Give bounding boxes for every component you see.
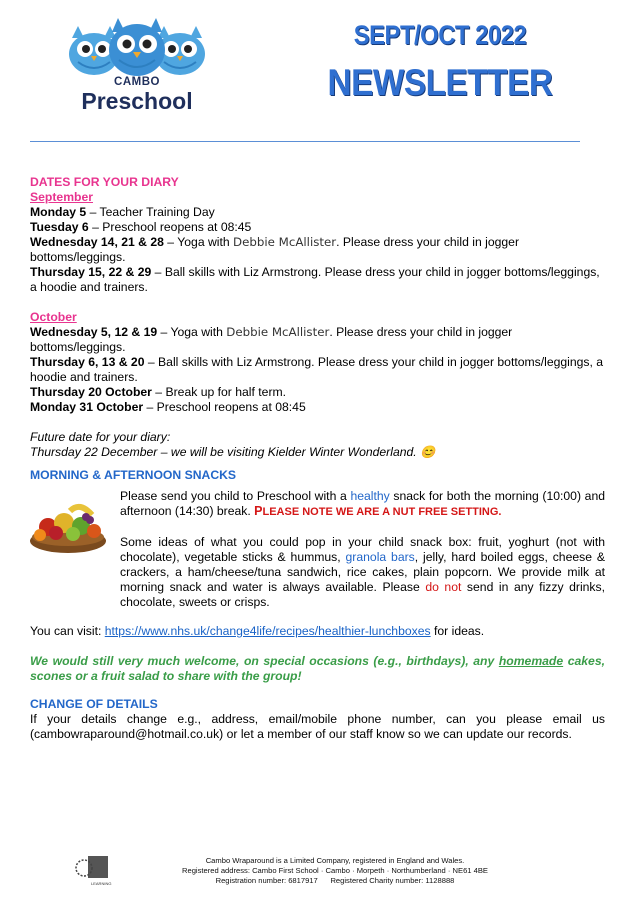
details-heading: CHANGE OF DETAILS	[30, 697, 158, 711]
fruit-basket-image	[26, 493, 110, 555]
future-date-text: Thursday 22 December – we will be visiting Kielder Winter Wonderland. 😊	[30, 445, 436, 459]
diary-item: Tuesday 6 – Preschool reopens at 08:45	[30, 220, 252, 234]
welcome-paragraph: We would still very much welcome, on special occasions (e.g., birthdays), any homemade cakes, scones or a fruit salad to share with the group!	[30, 654, 605, 683]
learning-alliance-icon	[70, 854, 112, 888]
september-label: September	[30, 190, 93, 204]
logo-preschool-text: Preschool	[81, 88, 193, 114]
details-text: If your details change e.g., address, email/mobile phone number, can you please email us (cambowraparound@hotmail.co.uk) or let a member of our staff know so we can update our records.	[30, 712, 605, 741]
diary-item: Thursday 20 October – Break up for half term.	[30, 385, 287, 399]
newsletter-title: NEWSLETTER	[327, 62, 553, 103]
smiley-emoji-icon: 😊	[420, 445, 436, 459]
logo-cambo-text: CAMBO	[114, 76, 160, 88]
details-section	[30, 697, 605, 742]
diary-item: Thursday 15, 22 & 29 – Ball skills with Liz Armstrong. Please dress your child in jogger bottoms/leggings, a hoodie and trainers.	[30, 265, 600, 294]
pre-school-learning-alliance-logo	[70, 854, 112, 888]
diary-item: Wednesday 14, 21 & 28 – Yoga with Debbie McAllister. Please dress your child in jogger bottoms/leggings.	[30, 235, 520, 264]
three-owls-logo-icon	[62, 16, 212, 78]
diary-section	[30, 175, 605, 483]
snacks-heading: MORNING & AFTERNOON SNACKS	[30, 468, 237, 482]
svg-text:LEARNING: LEARNING	[91, 881, 112, 886]
snack-ideas-paragraph: Some ideas of what you could pop in your child snack box: fruit, yoghurt (not with chocolate), vegetable sticks & hummus, granola bars, jelly, hard boiled eggs, cheese & crackers, a ham/cheese/tuna sandwich, rice cakes, plain popcorn. We provide milk at morning snack and water is always available. Please do not send in any fizzy drinks, chocolate, sweets or crisps.	[120, 535, 606, 609]
visit-line: You can visit: https://www.nhs.uk/change4life/recipes/healthier-lunchboxes for ideas.	[30, 624, 485, 638]
footer-line-1: Cambo Wraparound is a Limited Company, registered in England and Wales.	[205, 856, 465, 865]
header-divider	[30, 141, 580, 142]
fruit-basket-icon	[26, 493, 110, 555]
snacks-section	[120, 489, 605, 610]
healthier-lunchboxes-link[interactable]: https://www.nhs.uk/change4life/recipes/healthier-lunchboxes	[104, 624, 431, 638]
diary-item: Monday 5 – Teacher Training Day	[30, 205, 215, 219]
footer-line-3: Registration number: 6817917 Registered Charity number: 1128888	[215, 876, 455, 885]
diary-item: Thursday 6, 13 & 20 – Ball skills with Liz Armstrong. Please dress your child in jogger bottoms/leggings, a hoodie and trainers.	[30, 355, 604, 384]
snacks-paragraph: Please send you child to Preschool with a healthy snack for both the morning (10:00) and afternoon (14:30) break. PLEASE NOTE WE ARE A NUT FREE SETTING.	[120, 489, 606, 518]
footer	[150, 856, 520, 886]
october-label: October	[30, 310, 77, 324]
future-date-label: Future date for your diary:	[30, 430, 171, 444]
footer-line-2: Registered address: Cambo First School · Cambo · Morpeth · Northumberland · NE61 4BE	[182, 866, 488, 875]
nut-free-notice: PLEASE NOTE WE ARE A NUT FREE SETTING.	[254, 504, 502, 518]
diary-item: Monday 31 October – Preschool reopens at 08:45	[30, 400, 306, 414]
diary-item: Wednesday 5, 12 & 19 – Yoga with Debbie McAllister. Please dress your child in jogger bottoms/leggings.	[30, 325, 513, 354]
newsletter-date-title: SEPT/OCT 2022	[353, 20, 527, 50]
diary-heading: DATES FOR YOUR DIARY	[30, 175, 179, 189]
preschool-logo	[62, 16, 212, 120]
